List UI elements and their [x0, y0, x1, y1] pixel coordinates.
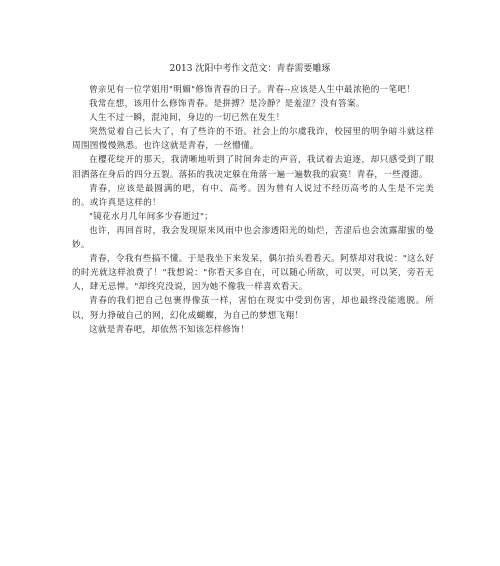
- paragraph: 青春的我们把自己包裹得像茧一样，害怕在现实中受到伤害，却也最终没能逃脱。所以，努力挣破自己的网，幻化成蝴蝶，为自己的梦想飞翔！: [72, 296, 434, 321]
- paragraph: 曾亲见有一位学姐用"明媚"修饰青春的日子。青春--应该是人生中最浓艳的一笔吧！: [89, 85, 416, 95]
- paragraph: 青春，应该是最圆满的吧，有中、高考。因为曾有人说过不经历高考的人生是不完美的。或许真是这样的！: [72, 183, 434, 208]
- paragraph: 在樱花绽开的那天，我清晰地听到了时间奔走的声音，我试着去追逐，却只感受到了眼泪洒落在身后的四分五裂。落拓的我决定躲在角落一遍一遍数我的寂寞！青春，一些漫漶。: [72, 155, 434, 180]
- paragraph: 青春，令我有些搞不懂。于是我坐下来发呆，偶尔抬头看看天。阿蔡却对我说："这么好的时光就这样浪费了！"我想说："你看天多自在，可以随心所欲，可以哭，可以笑，旁若无人，肆无忌惮。"却终究没说，因为她不像我一样喜欢看天。: [72, 254, 434, 293]
- paragraph: 人生不过一瞬，混沌间，身边的一切已然在发生！: [89, 113, 285, 124]
- paragraph: 这就是青春吧，却依然不知该怎样修饰！: [89, 324, 250, 335]
- document-title: 2013 沈阳中考作文范文：青春需要雕琢: [169, 64, 331, 74]
- paragraph: "镜花水月几年间多少春逝过"；: [89, 211, 214, 222]
- paragraph: 突然觉着自己长大了，有了些许的不语。社会上的尔虞我诈，校园里的明争暗斗就这样周围图慢慢熟悉。也许这就是青春，一丝懵懂。: [72, 127, 434, 152]
- document-body: [72, 83, 434, 337]
- paragraph: 也许，再回首时，我会发现原来风雨中也会渗透阳光的灿烂，苦涩后也会流露甜蜜的曼妙。: [72, 225, 434, 251]
- paragraph: 我常在想，该用什么修饰青春。是拼搏？是冷静？是羞涩？没有答案。: [89, 99, 365, 110]
